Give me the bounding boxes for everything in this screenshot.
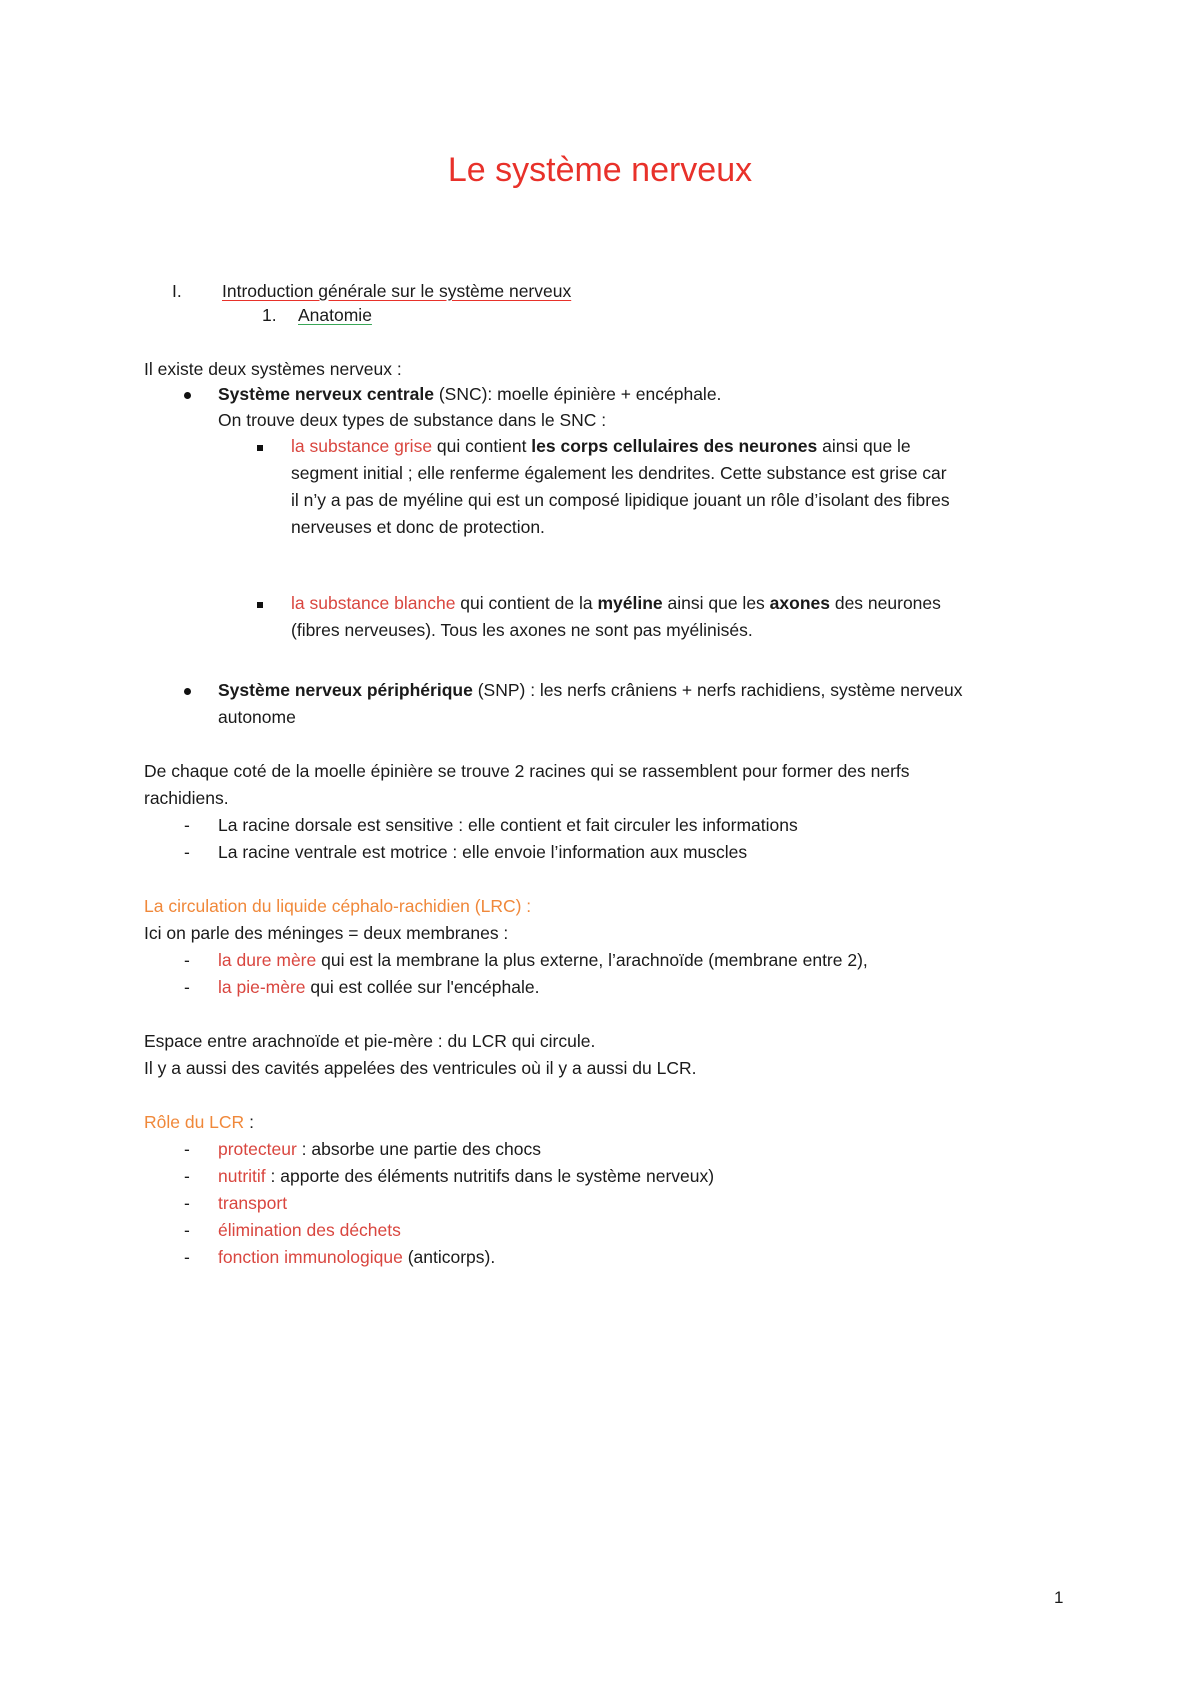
- role-item-red: nutritif: [218, 1166, 266, 1186]
- lcr-heading: La circulation du liquide céphalo-rachidien (LRC) :: [144, 896, 532, 916]
- lcr-item-2-rest: qui est collée sur l'encéphale.: [305, 977, 540, 997]
- lcr-item-1: [218, 947, 868, 974]
- snc-line-2: On trouve deux types de substance dans le SNC :: [218, 410, 607, 430]
- role-item: [218, 1217, 401, 1244]
- dash-marker: -: [184, 1220, 190, 1240]
- role-item-red: élimination des déchets: [218, 1220, 401, 1240]
- role-item: [218, 1136, 541, 1163]
- document-title: Le système nerveux: [447, 151, 753, 189]
- dash-marker: -: [184, 842, 190, 862]
- grise-line-3: il n’y a pas de myéline qui est un composé lipidique jouant un rôle d’isolant des fibres: [291, 490, 950, 510]
- racines-line-1: De chaque coté de la moelle épinière se trouve 2 racines qui se rassemblent pour former des nerfs: [144, 761, 910, 781]
- dash-marker: -: [184, 1193, 190, 1213]
- bullet-square-icon: [257, 602, 263, 608]
- grise-line-1: [291, 433, 911, 460]
- grise-a: qui contient: [432, 436, 532, 456]
- blanche-bold-2: axones: [769, 593, 830, 613]
- role-item: [218, 1190, 287, 1217]
- grise-b: ainsi que le: [817, 436, 911, 456]
- dash-marker: -: [184, 1166, 190, 1186]
- lcr-item-2: [218, 974, 539, 1001]
- grise-line-2: segment initial ; elle renferme également les dendrites. Cette substance est grise car: [291, 463, 947, 483]
- role-heading-orange: Rôle du LCR: [144, 1112, 245, 1132]
- dash-marker: -: [184, 1139, 190, 1159]
- blanche-b: ainsi que les: [662, 593, 770, 613]
- blanche-red: la substance blanche: [291, 593, 456, 613]
- racine-item-2: La racine ventrale est motrice : elle envoie l’information aux muscles: [218, 842, 748, 862]
- role-item-rest: : absorbe une partie des chocs: [296, 1139, 541, 1159]
- lcr-item-1-rest: qui est la membrane la plus externe, l’arachnoïde (membrane entre 2),: [316, 950, 868, 970]
- heading-1-text: Introduction générale sur le système nerveux: [222, 281, 572, 301]
- snp-line: [218, 677, 963, 704]
- role-heading: [144, 1109, 254, 1136]
- heading-2-number: 1.: [262, 305, 277, 325]
- racine-item-1: La racine dorsale est sensitive : elle contient et fait circuler les informations: [218, 815, 798, 835]
- bullet-dot-icon: [184, 688, 191, 695]
- bullet-dot-icon: [184, 392, 191, 399]
- role-item-rest: : apporte des éléments nutritifs dans le système nerveux): [265, 1166, 715, 1186]
- racines-line-2: rachidiens.: [144, 788, 229, 808]
- grise-bold: les corps cellulaires des neurones: [531, 436, 818, 456]
- role-heading-rest: :: [244, 1112, 254, 1132]
- blanche-a: qui contient de la: [455, 593, 598, 613]
- snc-bold: Système nerveux centrale: [218, 384, 434, 404]
- lcr-item-2-red: la pie-mère: [218, 977, 306, 997]
- dash-marker: -: [184, 977, 190, 997]
- blanche-bold-1: myéline: [597, 593, 663, 613]
- blanche-line-1: [291, 590, 941, 617]
- snc-rest: (SNC): moelle épinière + encéphale.: [433, 384, 722, 404]
- snp-bold: Système nerveux périphérique: [218, 680, 473, 700]
- grise-red: la substance grise: [291, 436, 433, 456]
- dash-marker: -: [184, 815, 190, 835]
- lcr-item-1-red: la dure mère: [218, 950, 317, 970]
- role-item-red: transport: [218, 1193, 288, 1213]
- role-item: [218, 1244, 495, 1271]
- role-item: [218, 1163, 714, 1190]
- lcr-intro: Ici on parle des méninges = deux membranes :: [144, 923, 509, 943]
- snp-line-2: autonome: [218, 707, 296, 727]
- bullet-square-icon: [257, 445, 263, 451]
- snp-rest: (SNP) : les nerfs crâniens + nerfs rachidiens, système nerveux: [472, 680, 963, 700]
- intro-paragraph: Il existe deux systèmes nerveux :: [144, 359, 402, 379]
- role-item-red: protecteur: [218, 1139, 297, 1159]
- dash-marker: -: [184, 950, 190, 970]
- role-item-red: fonction immunologique: [218, 1247, 403, 1267]
- snc-line: [218, 381, 721, 408]
- heading-2-text: Anatomie: [298, 305, 372, 325]
- role-item-rest: (anticorps).: [402, 1247, 496, 1267]
- dash-marker: -: [184, 1247, 190, 1267]
- page-number: 1: [1054, 1588, 1064, 1607]
- heading-1-number: I.: [172, 281, 182, 301]
- blanche-c: des neurones: [829, 593, 941, 613]
- grise-line-4: nerveuses et donc de protection.: [291, 517, 545, 537]
- lcr-paragraph-2: Il y a aussi des cavités appelées des ventricules où il y a aussi du LCR.: [144, 1058, 697, 1078]
- blanche-line-2: (fibres nerveuses). Tous les axones ne sont pas myélinisés.: [291, 620, 753, 640]
- lcr-paragraph-1: Espace entre arachnoïde et pie-mère : du LCR qui circule.: [144, 1031, 596, 1051]
